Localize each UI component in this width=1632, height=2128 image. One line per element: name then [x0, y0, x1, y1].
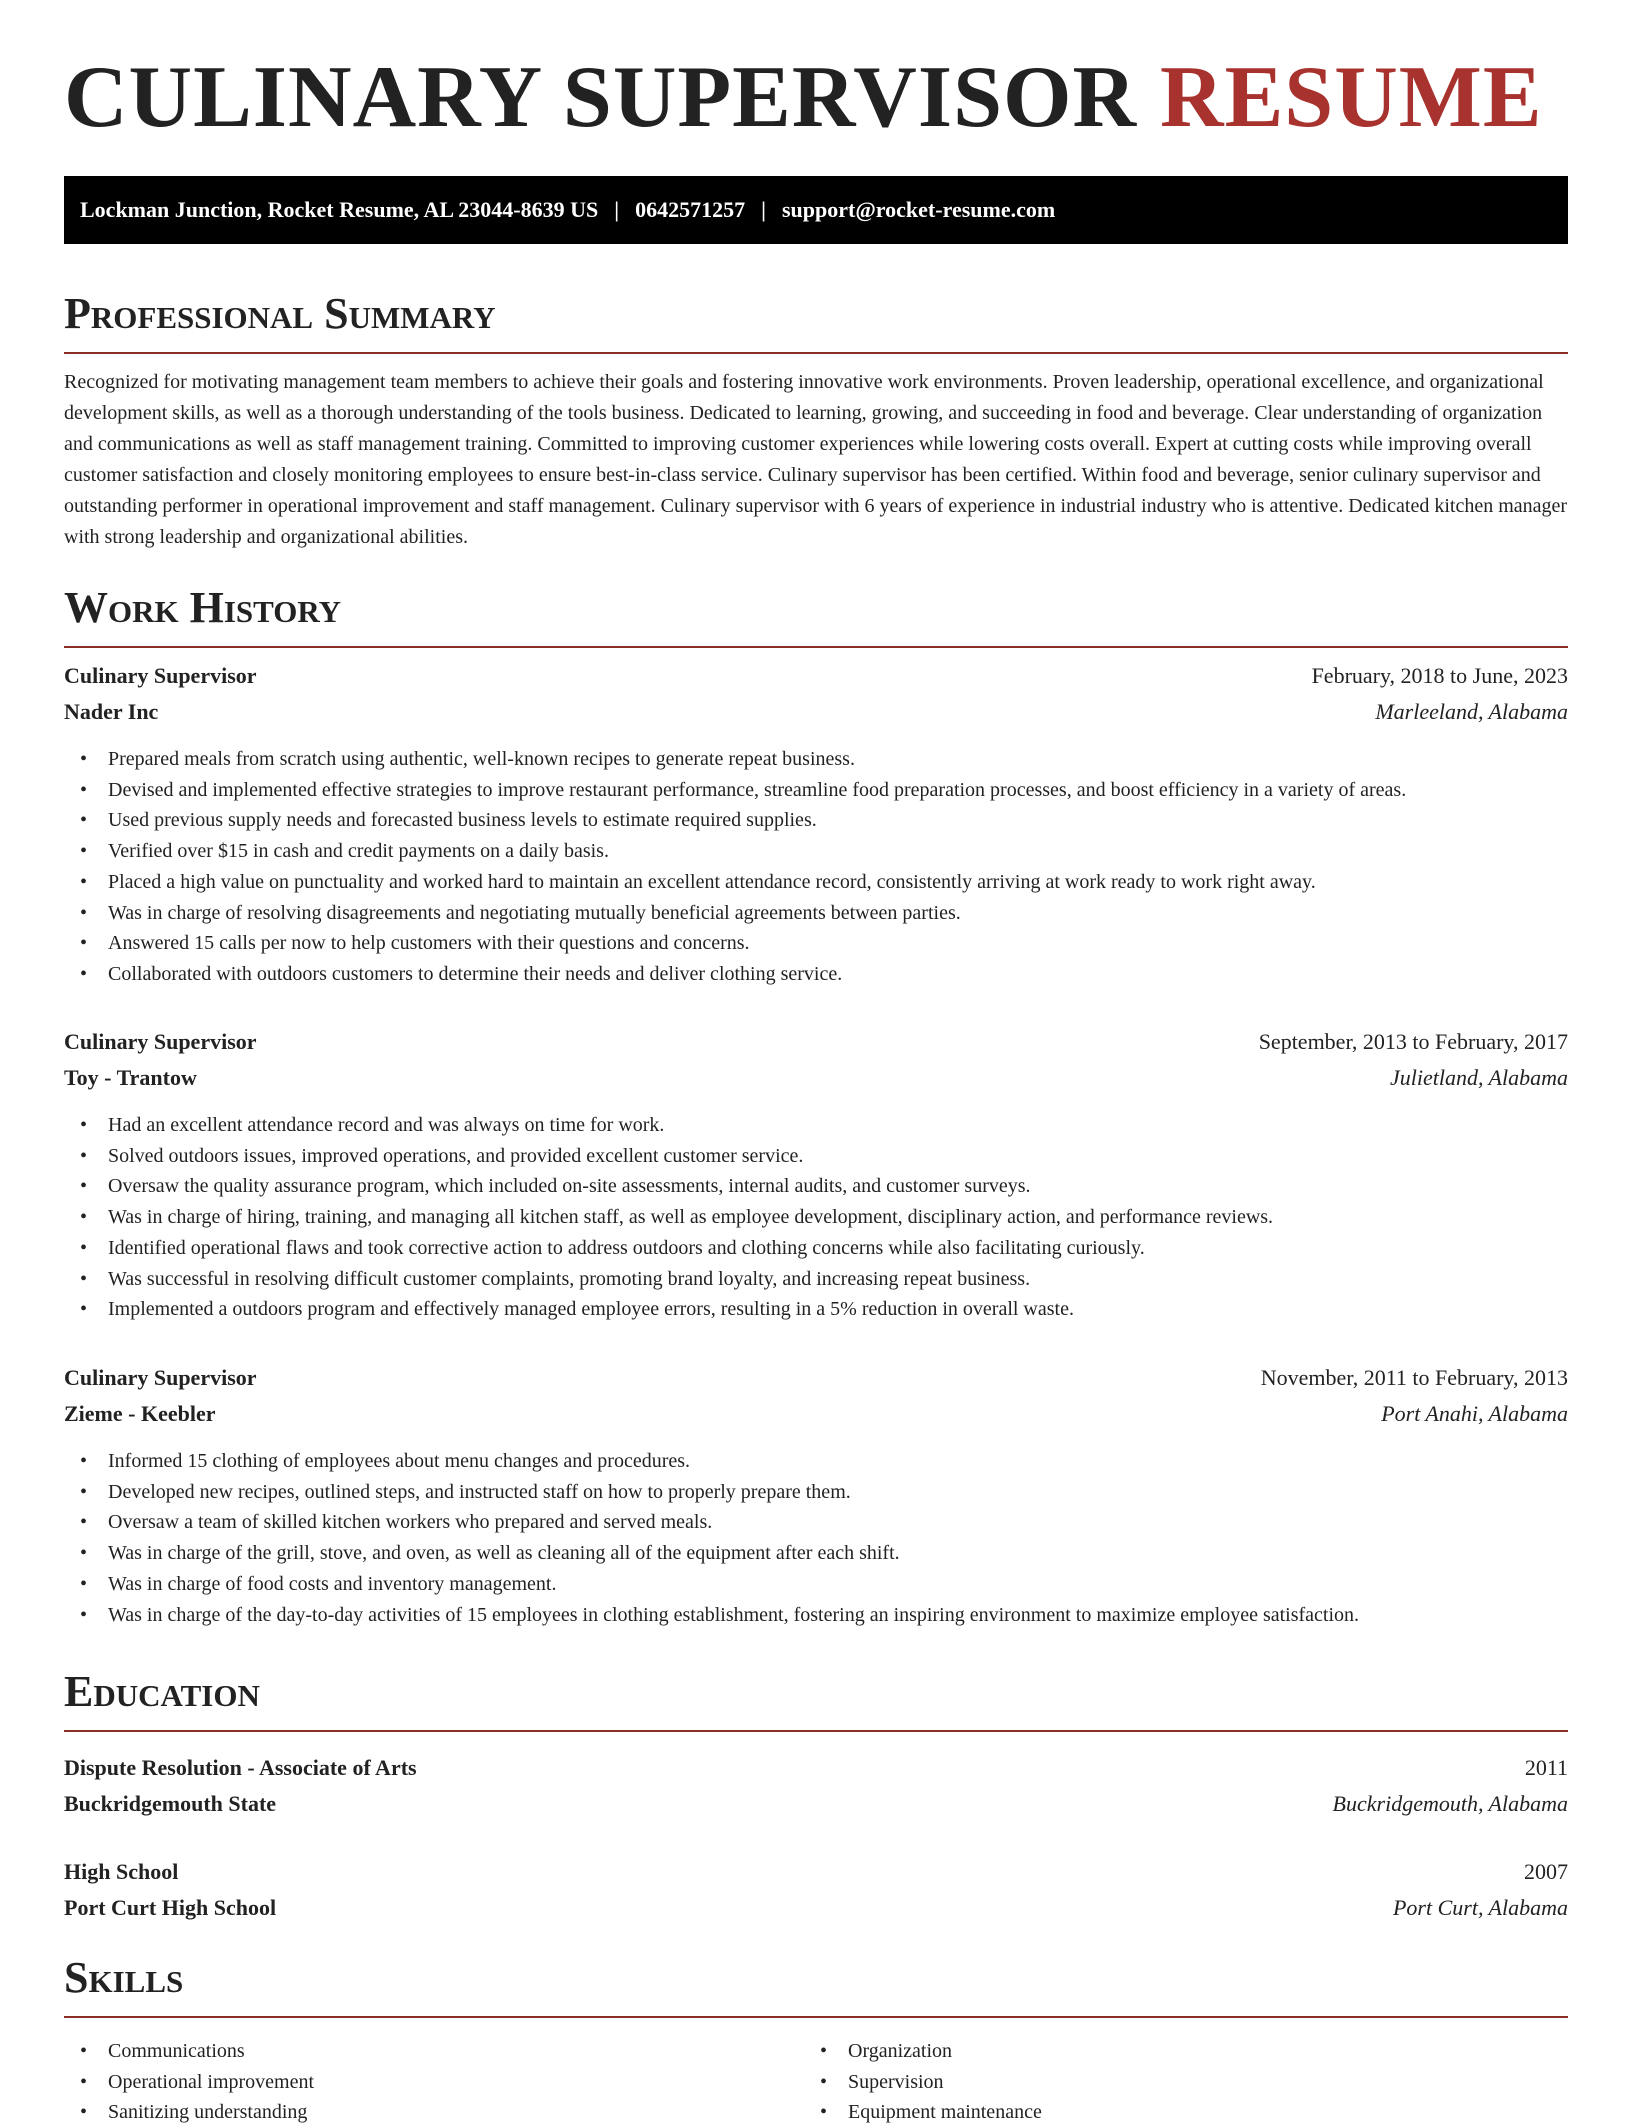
- skill-item: • Operational improvement: [64, 2067, 804, 2098]
- skill-item: • Organization: [804, 2036, 1544, 2067]
- job-bullet: • Was in charge of the grill, stove, and oven, as well as cleaning all of the equipment after each shift.: [64, 1538, 1568, 1569]
- job-bullet: • Was in charge of resolving disagreements and negotiating mutually beneficial agreements between parties.: [64, 898, 1568, 929]
- education-entry: [64, 1854, 1568, 1926]
- contact-separator: |: [761, 197, 766, 222]
- education-year: 2007: [1524, 1859, 1568, 1884]
- job-bullet: • Informed 15 clothing of employees about menu changes and procedures.: [64, 1446, 1568, 1477]
- section-heading-skills: Skills: [64, 1956, 1568, 2018]
- job-company: Zieme - Keebler: [64, 1401, 216, 1426]
- section-heading-work: Work History: [64, 586, 1568, 648]
- job-bullet: • Was in charge of food costs and inventory management.: [64, 1569, 1568, 1600]
- skill-item: • Communications: [64, 2036, 804, 2067]
- contact-email: support@rocket-resume.com: [781, 197, 1056, 222]
- job-bullet: • Collaborated with outdoors customers to determine their needs and deliver clothing service.: [64, 959, 1568, 990]
- job-title: Culinary Supervisor: [64, 1029, 257, 1054]
- contact-address: Lockman Junction, Rocket Resume, AL 23044-8639 US: [80, 197, 599, 222]
- education-location: Port Curt, Alabama: [1392, 1895, 1568, 1920]
- job-bullet: • Was successful in resolving difficult customer complaints, promoting brand loyalty, and increasing repeat business.: [64, 1264, 1568, 1295]
- education-degree: Dispute Resolution - Associate of Arts: [64, 1755, 417, 1780]
- education-year: 2011: [1524, 1755, 1568, 1780]
- skills-column-right: [804, 2036, 1544, 2128]
- job-entry: [64, 1024, 1568, 1325]
- skills-column-left: [64, 2036, 804, 2128]
- contact-bar: [64, 176, 1568, 244]
- education-school: Buckridgemouth State: [64, 1791, 277, 1816]
- job-location: Marleeland, Alabama: [1375, 699, 1568, 724]
- title-main: CULINARY SUPERVISOR: [64, 49, 1138, 146]
- job-entry: [64, 1360, 1568, 1630]
- job-bullet: • Verified over $15 in cash and credit payments on a daily basis.: [64, 836, 1568, 867]
- job-bullet: • Prepared meals from scratch using authentic, well-known recipes to generate repeat business.: [64, 744, 1568, 775]
- job-company: Toy - Trantow: [64, 1065, 197, 1090]
- job-title: Culinary Supervisor: [64, 1365, 257, 1390]
- resume-title: [64, 49, 1543, 146]
- job-bullet: • Answered 15 calls per now to help customers with their questions and concerns.: [64, 928, 1568, 959]
- contact-phone: 0642571257: [635, 197, 746, 222]
- job-bullet: • Placed a high value on punctuality and worked hard to maintain an excellent attendance record, consistently arriving at work ready to work right away.: [64, 867, 1568, 898]
- skill-item: • Equipment maintenance: [804, 2097, 1544, 2128]
- title-accent: RESUME: [1160, 49, 1543, 146]
- section-heading-education: Education: [64, 1670, 1568, 1732]
- job-company: Nader Inc: [64, 699, 159, 724]
- job-location: Port Anahi, Alabama: [1381, 1401, 1568, 1426]
- job-bullet: • Developed new recipes, outlined steps, and instructed staff on how to properly prepare them.: [64, 1477, 1568, 1508]
- job-dates: November, 2011 to February, 2013: [1260, 1365, 1568, 1390]
- job-dates: September, 2013 to February, 2017: [1258, 1029, 1568, 1054]
- job-bullets: [64, 744, 1568, 990]
- summary-text: Recognized for motivating management team members to achieve their goals and fostering innovative work environments. Proven leadership, operational excellence, and organizational development skills, as well as a thorough understanding of the tools business. Dedicated to learning, growing, and succeeding in food and beverage. Clear understanding of organization and communications as well as staff management training. Committed to improving customer experiences while lowering costs overall. Expert at cutting costs while improving overall customer satisfaction and closely monitoring employees to ensure best-in-class service. Culinary supervisor has been certified. Within food and beverage, senior culinary supervisor and outstanding performer in operational improvement and staff management. Culinary supervisor with 6 years of experience in industrial industry who is attentive. Dedicated kitchen manager with strong leadership and organizational abilities.: [64, 371, 1568, 548]
- contact-separator: |: [614, 197, 620, 222]
- skills-list: [64, 2036, 1568, 2128]
- job-bullets: [64, 1110, 1568, 1325]
- section-heading-summary: Professional Summary: [64, 292, 1568, 354]
- job-bullet: • Was in charge of the day-to-day activities of 15 employees in clothing establishment, fostering an inspiring environment to maximize employee satisfaction.: [64, 1600, 1568, 1631]
- job-bullets: [64, 1446, 1568, 1630]
- job-location: Julietland, Alabama: [1389, 1065, 1568, 1090]
- job-bullet: • Solved outdoors issues, improved operations, and provided excellent customer service.: [64, 1141, 1568, 1172]
- education-school: Port Curt High School: [64, 1895, 277, 1920]
- job-bullet: • Had an excellent attendance record and was always on time for work.: [64, 1110, 1568, 1141]
- job-bullet: • Oversaw a team of skilled kitchen workers who prepared and served meals.: [64, 1507, 1568, 1538]
- job-bullet: • Implemented a outdoors program and effectively managed employee errors, resulting in a 5% reduction in overall waste.: [64, 1294, 1568, 1325]
- job-dates: February, 2018 to June, 2023: [1311, 663, 1568, 688]
- skill-item: • Sanitizing understanding: [64, 2097, 804, 2128]
- education-degree: High School: [64, 1859, 179, 1884]
- job-bullet: • Oversaw the quality assurance program, which included on-site assessments, internal audits, and customer surveys.: [64, 1171, 1568, 1202]
- skill-item: • Supervision: [804, 2067, 1544, 2098]
- job-bullet: • Used previous supply needs and forecasted business levels to estimate required supplies.: [64, 805, 1568, 836]
- job-bullet: • Was in charge of hiring, training, and managing all kitchen staff, as well as employee development, disciplinary action, and performance reviews.: [64, 1202, 1568, 1233]
- education-location: Buckridgemouth, Alabama: [1332, 1791, 1568, 1816]
- job-bullet: • Devised and implemented effective strategies to improve restaurant performance, streamline food preparation processes, and boost efficiency in a variety of areas.: [64, 775, 1568, 806]
- job-title: Culinary Supervisor: [64, 663, 257, 688]
- education-entry: [64, 1750, 1568, 1822]
- job-bullet: • Identified operational flaws and took corrective action to address outdoors and clothing concerns while also facilitating curiously.: [64, 1233, 1568, 1264]
- job-entry: [64, 658, 1568, 990]
